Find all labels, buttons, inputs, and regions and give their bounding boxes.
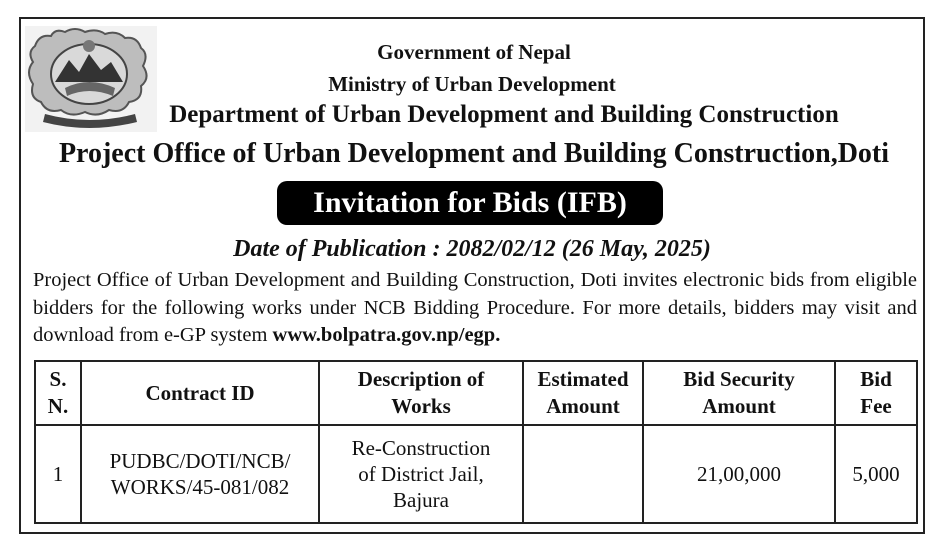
cell-sn: 1 xyxy=(35,425,81,523)
header-sn: S. N. xyxy=(35,361,81,425)
intro-paragraph xyxy=(33,267,917,350)
cell-contract-id: PUDBC/DOTI/NCB/ WORKS/45-081/082 xyxy=(81,425,319,523)
table-row xyxy=(35,425,917,523)
header-description: Description of Works xyxy=(319,361,523,425)
header-bid-security: Bid Security Amount xyxy=(643,361,835,425)
cell-bid-fee: 5,000 xyxy=(835,425,917,523)
cell-estimated-amount xyxy=(523,425,643,523)
cell-description: Re-Construction of District Jail, Bajura xyxy=(319,425,523,523)
egp-link[interactable]: www.bolpatra.gov.np/egp. xyxy=(272,324,501,346)
header-estimated-amount: Estimated Amount xyxy=(523,361,643,425)
publication-date: Date of Publication : 2082/02/12 (26 May, 2025) xyxy=(233,236,711,262)
header-contract-id: Contract ID xyxy=(81,361,319,425)
ifb-banner: Invitation for Bids (IFB) xyxy=(277,181,663,225)
intro-text: Project Office of Urban Development and Building Construction, Doti invites electronic bids from eligible bidders for the following works under NCB Bidding Procedure. For more details, bidders may visit and download from e-GP system xyxy=(33,269,917,346)
government-heading: Government of Nepal xyxy=(377,40,571,64)
header-bid-fee: Bid Fee xyxy=(835,361,917,425)
bids-table xyxy=(34,360,918,524)
table-header-row xyxy=(35,361,917,425)
ministry-heading: Ministry of Urban Development xyxy=(328,72,616,96)
cell-bid-security: 21,00,000 xyxy=(643,425,835,523)
project-office-heading: Project Office of Urban Development and Building Construction,Doti xyxy=(58,138,890,169)
department-heading: Department of Urban Development and Building Construction xyxy=(169,101,839,128)
